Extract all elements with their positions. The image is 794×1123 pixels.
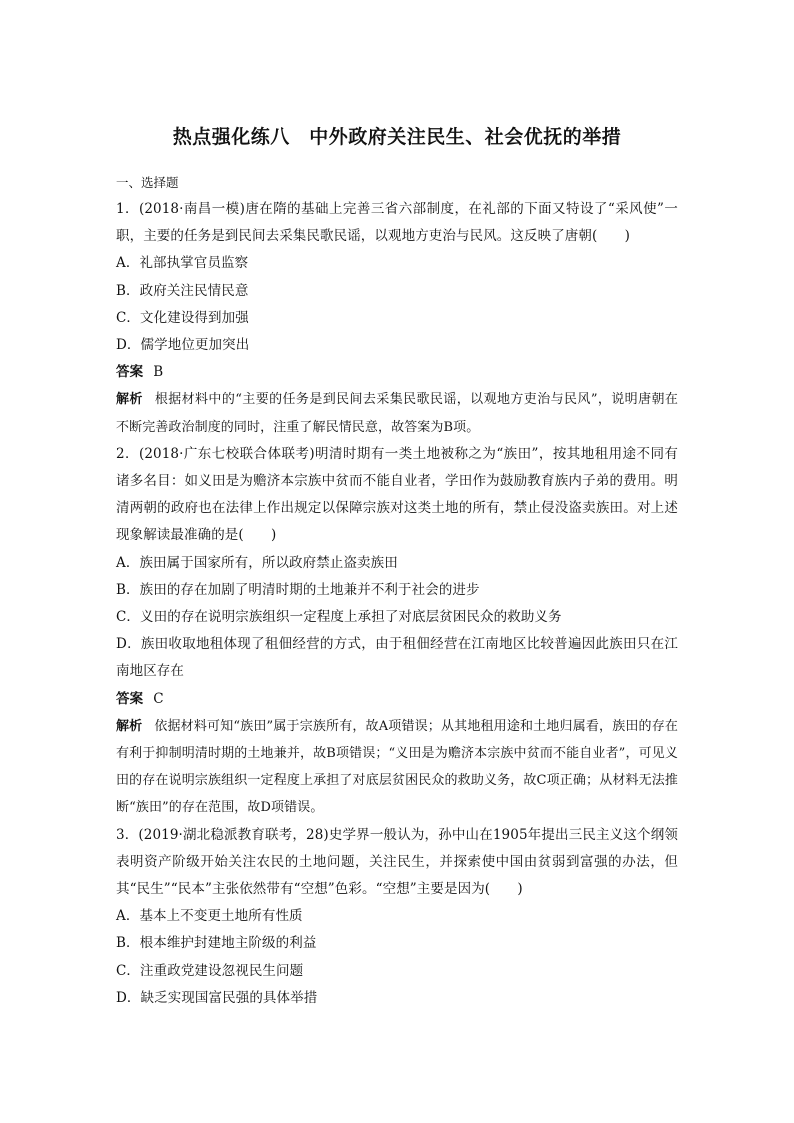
question-1-answer (116, 359, 678, 386)
question-3-option-b: B．根本维护封建地主阶级的利益 (116, 935, 317, 952)
question-1-stem: 1．(2018·南昌一模)唐在隋的基础上完善三省六部制度，在礼部的下面又特设了“采风使”一职，主要的任务是到民间去采集民歌民谣，以观地方吏治与民风。这反映了唐朝( ) (116, 201, 678, 245)
section-heading: 一、选择题 (116, 175, 179, 190)
question-3-option-a: A．基本上不变更土地所有性质 (116, 908, 303, 925)
question-3-stem: 3．(2019·湖北稳派教育联考，28)史学界一般认为，孙中山在1905年提出三民主义这个纲领表明资产阶级开始关注农民的土地问题，关注民生，并探索使中国由贫弱到富强的办法，但其“民生”“民本”主张依然带有“空想”色彩。“空想”主要是因为( ) (116, 826, 678, 898)
question-3-option-d: D．缺乏实现国富民强的具体举措 (116, 989, 318, 1006)
question-1-option-a: A．礼部执掌官员监察 (116, 255, 249, 272)
questions-content (116, 196, 678, 1012)
question-1-option-c: C．文化建设得到加强 (116, 309, 249, 326)
question-2-answer (116, 686, 678, 713)
question-3-option-c: C．注重政党建设忽视民生问题 (116, 962, 304, 979)
question-1-option-b: B．政府关注民情民意 (116, 282, 249, 299)
question-2-analysis (116, 713, 678, 822)
analysis-label: 解析 (116, 392, 143, 408)
answer-value: B (153, 364, 164, 381)
analysis-label: 解析 (116, 718, 143, 734)
question-2-option-b: B．族田的存在加剧了明清时期的土地兼并不利于社会的进步 (116, 581, 480, 598)
analysis-text: 根据材料中的“主要的任务是到民间去采集民歌民谣，以观地方吏治与民风”，说明唐朝在不断完善政治制度的同时，注重了解民情民意，故答案为B项。 (116, 392, 678, 435)
answer-label: 答案 (116, 364, 144, 381)
question-2-stem: 2．(2018·广东七校联合体联考)明清时期有一类土地被称之为“族田”，按其地租用途不同有诸多名目：如义田是为赡济本宗族中贫而不能自业者，学田作为鼓励教育族内子弟的费用。明清两朝的政府也在法律上作出规定以保障宗族对这类土地的所有，禁止侵没盗卖族田。对上述现象解读最准确的是( ) (116, 445, 678, 544)
answer-label: 答案 (116, 690, 144, 707)
question-2-option-c: C．义田的存在说明宗族组织一定程度上承担了对底层贫困民众的救助义务 (116, 609, 562, 626)
question-1-analysis (116, 386, 678, 440)
question-1-option-d: D．儒学地位更加突出 (116, 337, 250, 354)
question-2-option-a: A．族田属于国家所有，所以政府禁止盗卖族田 (116, 554, 398, 571)
analysis-text: 依据材料可知“族田”属于宗族所有，故A项错误；从其地租用途和土地归属看，族田的存在有利于抑制明清时期的土地兼并，故B项错误；“义田是为赡济本宗族中贫而不能自业者”，可见义田的存在说明宗族组织一定程度上承担了对底层贫困民众的救助义务，故C项正确；从材料无法推断“族田”的存在范围，故D项错误。 (116, 718, 678, 816)
answer-value: C (153, 690, 164, 707)
page-title: 热点强化练八 中外政府关注民生、社会优抚的举措 (172, 126, 622, 148)
question-2-option-d: D．族田收取地租体现了租佃经营的方式，由于租佃经营在江南地区比较普遍因此族田只在江南地区存在 (116, 636, 678, 680)
